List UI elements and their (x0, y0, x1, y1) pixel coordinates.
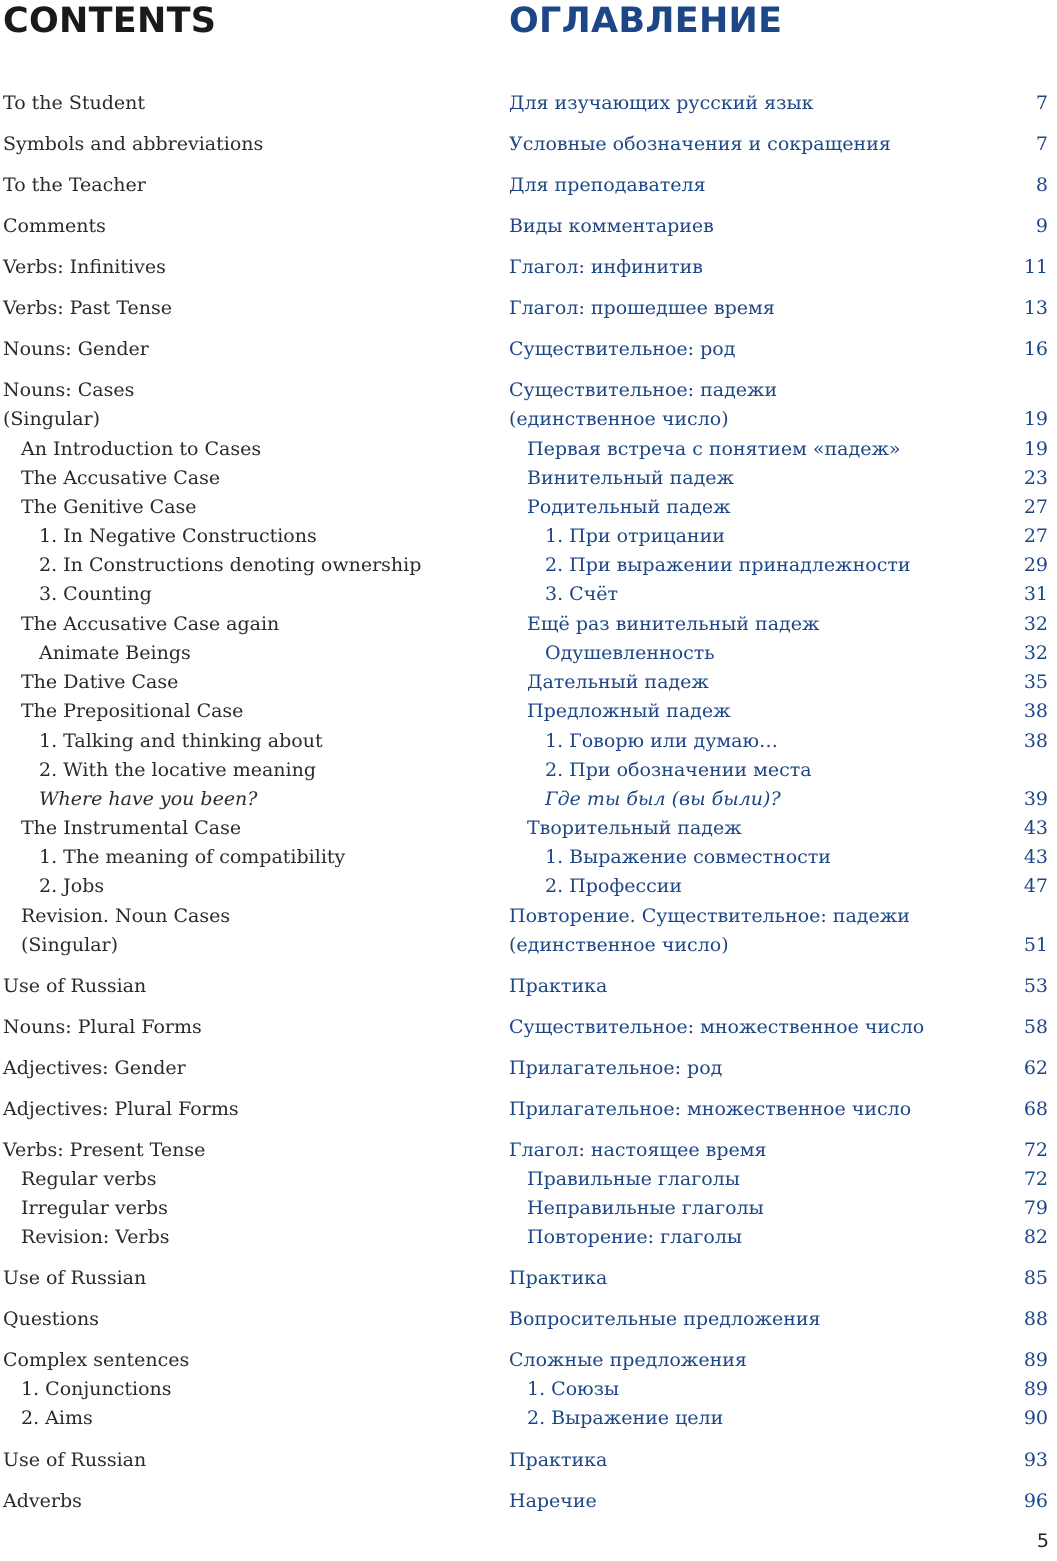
toc-entry-page: 7 (1035, 133, 1048, 155)
toc-entry-ru: 1. Союзы (527, 1378, 620, 1400)
toc-entry[interactable] (0, 551, 1057, 580)
toc-entry-en: Revision. Noun Cases (21, 905, 231, 927)
toc-entry-ru: Глагол: инфинитив (509, 256, 703, 278)
toc-entry-ru: Сложные предложения (509, 1349, 747, 1371)
toc-entry-en: Comments (3, 215, 106, 237)
toc-entry-ru: Виды комментариев (509, 215, 714, 237)
toc-entry[interactable] (0, 1264, 1057, 1293)
toc-entry[interactable] (0, 1305, 1057, 1334)
toc-entry-ru: Глагол: настоящее время (509, 1139, 767, 1161)
toc-entry-ru: Дательный падеж (527, 671, 709, 693)
toc-entry-page: 43 (1023, 817, 1048, 839)
toc-entry-en: Adjectives: Plural Forms (3, 1098, 239, 1120)
toc-entry[interactable] (0, 1013, 1057, 1042)
toc-entry-en: (Singular) (21, 934, 119, 956)
toc-entry-ru: 2. При выражении принадлежности (545, 554, 911, 576)
toc-entry-ru: Первая встреча с понятием «падеж» (527, 438, 901, 460)
toc-entry-ru: (единственное число) (509, 934, 729, 956)
toc-entry-en: Verbs: Past Tense (3, 297, 173, 319)
toc-entry-page: 9 (1035, 215, 1048, 237)
toc-entry-en: (Singular) (3, 408, 101, 430)
toc-entry[interactable] (0, 493, 1057, 522)
toc-entry[interactable] (0, 1487, 1057, 1516)
toc-entry-page: 7 (1035, 92, 1048, 114)
toc-entry-en: 3. Counting (39, 583, 152, 605)
toc-entry-page: 31 (1023, 583, 1048, 605)
toc-entry-page: 88 (1023, 1308, 1048, 1330)
toc-entry-ru: Ещё раз винительный падеж (527, 613, 820, 635)
toc-entry-en: 1. Talking and thinking about (39, 730, 323, 752)
toc-entry-en: The Prepositional Case (21, 700, 244, 722)
toc-entry-ru: Родительный падеж (527, 496, 731, 518)
toc-entry-page: 53 (1023, 975, 1048, 997)
toc-entry-page: 38 (1023, 730, 1048, 752)
toc-entry[interactable] (0, 335, 1057, 364)
toc-entry-en: Irregular verbs (21, 1197, 168, 1219)
toc-entry-ru: 1. Выражение совместности (545, 846, 831, 868)
toc-entry-page: 72 (1023, 1168, 1048, 1190)
toc-entry-ru: Условные обозначения и сокращения (509, 133, 891, 155)
toc-entry-ru: 1. Говорю или думаю… (545, 730, 779, 752)
toc-entry[interactable] (0, 972, 1057, 1001)
toc-entry-ru: 3. Счёт (545, 583, 619, 605)
toc-entry-page: 90 (1023, 1407, 1048, 1429)
toc-entry-page: 23 (1023, 467, 1048, 489)
toc-entry-en: 1. In Negative Constructions (39, 525, 317, 547)
toc-entry-en: The Instrumental Case (21, 817, 242, 839)
toc-entry-en: Adverbs (3, 1490, 82, 1512)
toc-entry-ru: Прилагательное: род (509, 1057, 723, 1079)
toc-entry-en: Nouns: Gender (3, 338, 149, 360)
toc-entry-page: 35 (1023, 671, 1048, 693)
toc-entry-ru: Для преподавателя (509, 174, 706, 196)
toc-entry[interactable] (0, 1404, 1057, 1433)
toc-entry[interactable] (0, 89, 1057, 118)
toc-entry-page: 58 (1023, 1016, 1048, 1038)
toc-entry[interactable] (0, 1375, 1057, 1404)
toc-entry-en: Nouns: Cases (3, 379, 135, 401)
toc-entry-en: 2. Aims (21, 1407, 93, 1429)
toc-entry[interactable] (0, 843, 1057, 872)
toc-entry-ru: (единственное число) (509, 408, 729, 430)
toc-entry-en: An Introduction to Cases (21, 438, 262, 460)
toc-entry[interactable] (0, 130, 1057, 159)
toc-entry-ru: Наречие (509, 1490, 597, 1512)
toc-entry-page: 79 (1023, 1197, 1048, 1219)
toc-entry[interactable] (0, 294, 1057, 323)
toc-entry[interactable] (0, 1136, 1057, 1165)
toc-entry-ru: Глагол: прошедшее время (509, 297, 775, 319)
toc-entry-page: 89 (1023, 1378, 1048, 1400)
toc-entry-en: Regular verbs (21, 1168, 157, 1190)
toc-entry-page: 11 (1023, 256, 1048, 278)
toc-entry[interactable] (0, 1223, 1057, 1252)
toc-entry-page: 93 (1023, 1449, 1048, 1471)
toc-entry[interactable] (0, 610, 1057, 639)
toc-entry-ru: Для изучающих русский язык (509, 92, 814, 114)
toc-entry-en: Use of Russian (3, 1267, 147, 1289)
toc-entry-page: 27 (1023, 525, 1048, 547)
toc-entry-page: 82 (1023, 1226, 1048, 1248)
toc-entry-page: 16 (1023, 338, 1048, 360)
toc-entry-page: 38 (1023, 700, 1048, 722)
toc-entry-en: Use of Russian (3, 1449, 147, 1471)
toc-entry-page: 96 (1023, 1490, 1048, 1512)
toc-entry-ru: Предложный падеж (527, 700, 731, 722)
toc-entry-en: Use of Russian (3, 975, 147, 997)
toc-entry-page: 32 (1023, 642, 1048, 664)
toc-entry-en: Complex sentences (3, 1349, 190, 1371)
toc-entry-ru: 2. При обозначении места (545, 759, 812, 781)
toc-entry-ru: 2. Выражение цели (527, 1407, 724, 1429)
toc-entry-en: To the Student (3, 92, 145, 114)
toc-entry-page: 43 (1023, 846, 1048, 868)
toc-entry-page: 47 (1023, 875, 1048, 897)
toc-entry[interactable] (0, 697, 1057, 726)
toc-entry-ru: Где ты был (вы были)? (545, 788, 781, 810)
toc-entry[interactable] (0, 464, 1057, 493)
toc-entry[interactable] (0, 756, 1057, 785)
toc-entry-ru: Винительный падеж (527, 467, 735, 489)
toc-entry-en: 1. Conjunctions (21, 1378, 172, 1400)
toc-entry-page: 62 (1023, 1057, 1048, 1079)
toc-entry-page: 85 (1023, 1267, 1048, 1289)
toc-entry[interactable] (0, 727, 1057, 756)
toc-entry[interactable] (0, 405, 1057, 434)
toc-entry-ru: Правильные глаголы (527, 1168, 740, 1190)
toc-entry-en: To the Teacher (3, 174, 146, 196)
toc-entry-ru: 1. При отрицании (545, 525, 725, 547)
toc-entry[interactable] (0, 1346, 1057, 1375)
toc-entry-en: Verbs: Present Tense (3, 1139, 206, 1161)
toc-entry-page: 89 (1023, 1349, 1048, 1371)
page-number: 5 (1036, 1530, 1049, 1552)
toc-entry-ru: Существительное: падежи (509, 379, 778, 401)
toc-entry-en: Questions (3, 1308, 99, 1330)
toc-entry[interactable] (0, 1194, 1057, 1223)
toc-entry[interactable] (0, 1054, 1057, 1083)
toc-entry-en: The Dative Case (21, 671, 179, 693)
toc-entry[interactable] (0, 212, 1057, 241)
toc-entry-ru: Повторение. Существительное: падежи (509, 905, 910, 927)
toc-entry-ru: Творительный падеж (527, 817, 742, 839)
toc-entry-ru: Прилагательное: множественное число (509, 1098, 912, 1120)
toc-entry[interactable] (0, 522, 1057, 551)
toc-entry[interactable] (0, 814, 1057, 843)
toc-entry-page: 68 (1023, 1098, 1048, 1120)
toc-entry[interactable] (0, 668, 1057, 697)
toc-entry-page: 51 (1023, 934, 1048, 956)
toc-entry[interactable] (0, 639, 1057, 668)
toc-entry-en: The Accusative Case again (21, 613, 280, 635)
toc-entry-ru: Повторение: глаголы (527, 1226, 743, 1248)
toc-entry[interactable] (0, 872, 1057, 901)
toc-entry-ru: Практика (509, 975, 608, 997)
contents-heading: CONTENTS (3, 1, 217, 41)
toc-entry-en: Revision: Verbs (21, 1226, 170, 1248)
toc-entry-page: 13 (1023, 297, 1048, 319)
toc-entry-page: 27 (1023, 496, 1048, 518)
toc-entry-ru: Практика (509, 1267, 608, 1289)
toc-entry[interactable] (0, 902, 1057, 931)
toc-entry-en: Animate Beings (39, 642, 191, 664)
toc-entry[interactable] (0, 1095, 1057, 1124)
toc-entry-en: Nouns: Plural Forms (3, 1016, 202, 1038)
toc-entry-en: The Genitive Case (21, 496, 197, 518)
toc-entry-ru: Существительное: множественное число (509, 1016, 925, 1038)
toc-entry-en: Verbs: Infinitives (3, 256, 166, 278)
toc-entry[interactable] (0, 171, 1057, 200)
toc-entry[interactable] (0, 931, 1057, 960)
toc-entry-page: 29 (1023, 554, 1048, 576)
toc-entry-page: 19 (1023, 438, 1048, 460)
toc-entry-page: 39 (1023, 788, 1048, 810)
toc-entry-ru: Существительное: род (509, 338, 736, 360)
toc-entry-ru: Практика (509, 1449, 608, 1471)
toc-entry[interactable] (0, 1165, 1057, 1194)
toc-entry-en: 1. The meaning of compatibility (39, 846, 346, 868)
toc-entry-ru: 2. Профессии (545, 875, 683, 897)
toc-entry[interactable] (0, 785, 1057, 814)
toc-entry-en: 2. Jobs (39, 875, 105, 897)
toc-entry-en: Adjectives: Gender (3, 1057, 186, 1079)
toc-entry[interactable] (0, 376, 1057, 405)
toc-entry-page: 8 (1035, 174, 1048, 196)
toc-entry[interactable] (0, 1446, 1057, 1475)
toc-entry-page: 72 (1023, 1139, 1048, 1161)
toc-entry-en: The Accusative Case (21, 467, 221, 489)
toc-entry-page: 32 (1023, 613, 1048, 635)
toc-entry-page: 19 (1023, 408, 1048, 430)
toc-entry[interactable] (0, 253, 1057, 282)
toc-entry[interactable] (0, 435, 1057, 464)
toc-entry-ru: Одушевленность (545, 642, 715, 664)
toc-entry-en: 2. With the locative meaning (39, 759, 317, 781)
toc-entry-ru: Неправильные глаголы (527, 1197, 764, 1219)
toc-entry[interactable] (0, 580, 1057, 609)
toc-entry-en: Where have you been? (39, 788, 258, 810)
ru-contents-heading: ОГЛАВЛЕНИЕ (509, 1, 783, 41)
toc-entry-en: Symbols and abbreviations (3, 133, 264, 155)
toc-entry-en: 2. In Constructions denoting ownership (39, 554, 422, 576)
toc-entry-ru: Вопросительные предложения (509, 1308, 821, 1330)
